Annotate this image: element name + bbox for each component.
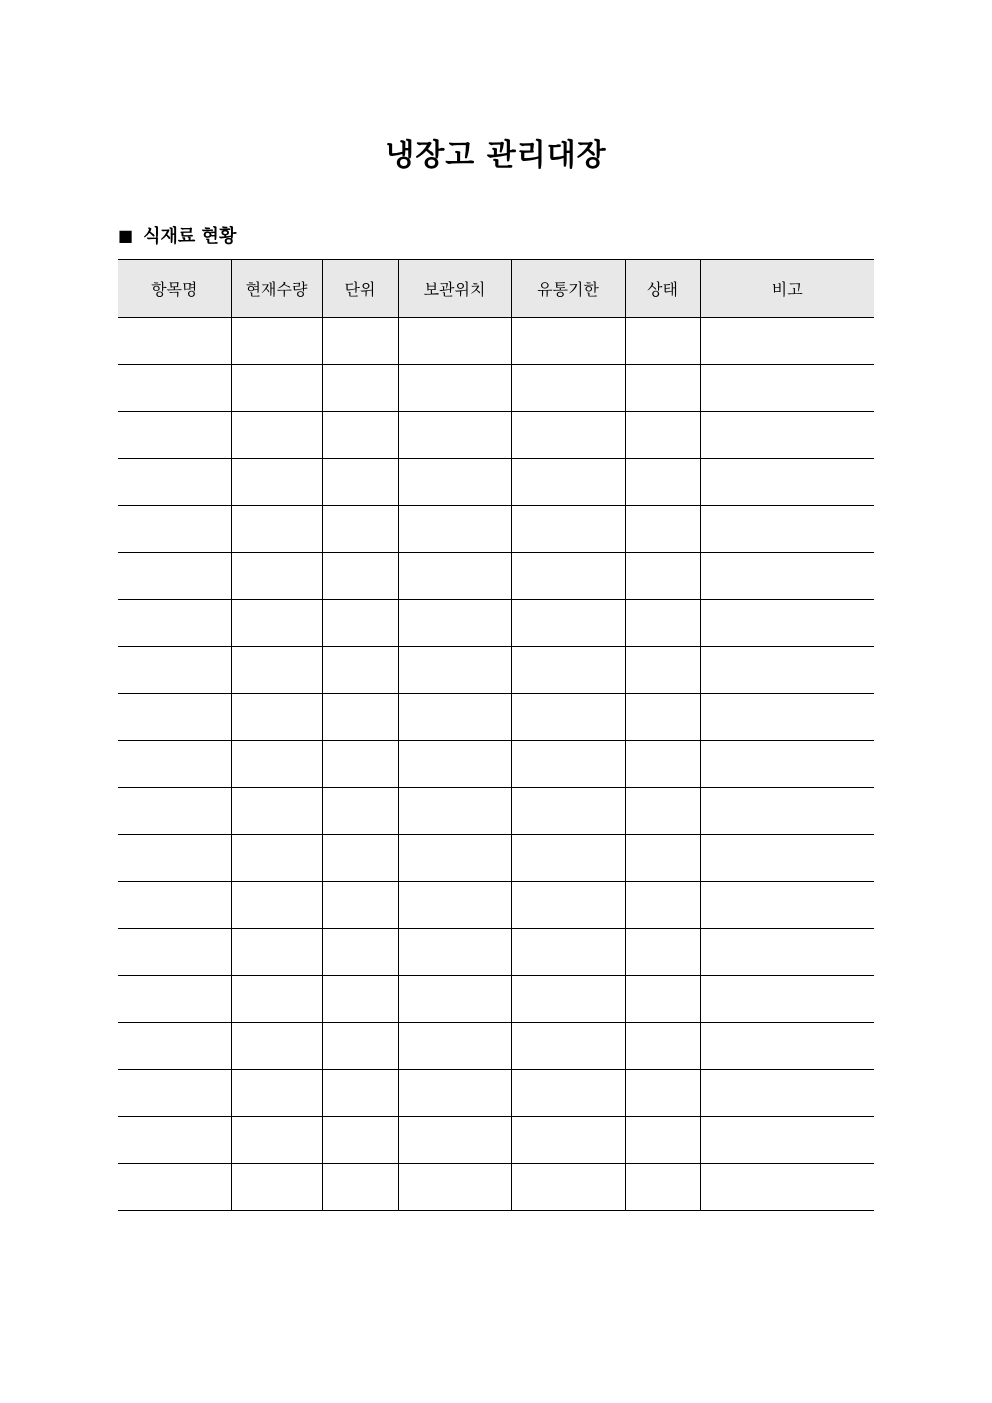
table-cell[interactable] xyxy=(398,1164,511,1211)
table-row xyxy=(118,835,874,882)
table-cell[interactable] xyxy=(118,459,231,506)
table-row xyxy=(118,882,874,929)
table-cell[interactable] xyxy=(118,1117,231,1164)
table-cell[interactable] xyxy=(700,741,874,788)
table-cell[interactable] xyxy=(398,1070,511,1117)
table-cell[interactable] xyxy=(625,365,700,412)
table-cell[interactable] xyxy=(118,1070,231,1117)
table-cell[interactable] xyxy=(625,788,700,835)
table-cell[interactable] xyxy=(511,553,625,600)
table-cell[interactable] xyxy=(231,741,322,788)
table-cell[interactable] xyxy=(398,976,511,1023)
table-cell[interactable] xyxy=(322,459,398,506)
table-cell[interactable] xyxy=(511,412,625,459)
table-cell[interactable] xyxy=(118,788,231,835)
table-cell[interactable] xyxy=(231,365,322,412)
table-cell[interactable] xyxy=(231,459,322,506)
table-row xyxy=(118,647,874,694)
table-cell[interactable] xyxy=(700,1023,874,1070)
table-cell[interactable] xyxy=(700,929,874,976)
table-row xyxy=(118,318,874,365)
table-cell[interactable] xyxy=(231,1023,322,1070)
table-row xyxy=(118,1164,874,1211)
table-cell[interactable] xyxy=(700,553,874,600)
square-bullet-icon: ■ xyxy=(118,225,134,245)
table-cell[interactable] xyxy=(398,318,511,365)
table-cell[interactable] xyxy=(322,788,398,835)
table-cell[interactable] xyxy=(118,318,231,365)
table-cell[interactable] xyxy=(700,1117,874,1164)
table-cell[interactable] xyxy=(398,553,511,600)
table-cell[interactable] xyxy=(511,788,625,835)
table-cell[interactable] xyxy=(398,412,511,459)
table-cell[interactable] xyxy=(231,882,322,929)
table-cell[interactable] xyxy=(625,318,700,365)
table-cell[interactable] xyxy=(231,929,322,976)
table-cell[interactable] xyxy=(511,1070,625,1117)
table-cell[interactable] xyxy=(700,835,874,882)
table-cell[interactable] xyxy=(398,1023,511,1070)
table-header-row xyxy=(118,260,874,318)
table-cell[interactable] xyxy=(322,835,398,882)
column-header-item-name: 항목명 xyxy=(118,260,231,318)
table-cell[interactable] xyxy=(398,835,511,882)
table-cell[interactable] xyxy=(322,1023,398,1070)
table-cell[interactable] xyxy=(625,553,700,600)
table-cell[interactable] xyxy=(398,788,511,835)
column-header-remarks: 비고 xyxy=(700,260,874,318)
table-cell[interactable] xyxy=(118,647,231,694)
table-row xyxy=(118,600,874,647)
table-row xyxy=(118,459,874,506)
table-cell[interactable] xyxy=(511,741,625,788)
table-cell[interactable] xyxy=(511,647,625,694)
table-cell[interactable] xyxy=(118,1023,231,1070)
table-cell[interactable] xyxy=(625,647,700,694)
table-cell[interactable] xyxy=(398,600,511,647)
table-cell[interactable] xyxy=(511,929,625,976)
table-cell[interactable] xyxy=(700,882,874,929)
table-cell[interactable] xyxy=(231,506,322,553)
table-cell[interactable] xyxy=(700,600,874,647)
table-cell[interactable] xyxy=(398,365,511,412)
table-cell[interactable] xyxy=(231,1117,322,1164)
table-cell[interactable] xyxy=(625,741,700,788)
table-cell[interactable] xyxy=(625,882,700,929)
table-cell[interactable] xyxy=(118,412,231,459)
table-cell[interactable] xyxy=(322,929,398,976)
table-row xyxy=(118,976,874,1023)
document-title: 냉장고 관리대장 xyxy=(385,138,607,173)
table-cell[interactable] xyxy=(511,1164,625,1211)
table-cell[interactable] xyxy=(398,506,511,553)
table-cell[interactable] xyxy=(231,318,322,365)
table-cell[interactable] xyxy=(231,835,322,882)
table-cell[interactable] xyxy=(231,412,322,459)
table-row xyxy=(118,929,874,976)
table-cell[interactable] xyxy=(700,365,874,412)
table-cell[interactable] xyxy=(625,506,700,553)
table-cell[interactable] xyxy=(231,553,322,600)
table-cell[interactable] xyxy=(398,459,511,506)
table-cell[interactable] xyxy=(118,882,231,929)
table-cell[interactable] xyxy=(511,318,625,365)
table-row xyxy=(118,412,874,459)
table-cell[interactable] xyxy=(625,1164,700,1211)
table-cell[interactable] xyxy=(625,976,700,1023)
table-cell[interactable] xyxy=(700,1070,874,1117)
column-header-status: 상태 xyxy=(625,260,700,318)
table-cell[interactable] xyxy=(625,412,700,459)
section-heading xyxy=(118,220,236,250)
table-cell[interactable] xyxy=(118,694,231,741)
column-header-unit: 단위 xyxy=(322,260,398,318)
table-cell[interactable] xyxy=(398,647,511,694)
table-cell[interactable] xyxy=(118,506,231,553)
table-cell[interactable] xyxy=(231,600,322,647)
table-cell[interactable] xyxy=(231,788,322,835)
table-cell[interactable] xyxy=(231,647,322,694)
table-cell[interactable] xyxy=(398,694,511,741)
table-cell[interactable] xyxy=(511,506,625,553)
table-cell[interactable] xyxy=(511,976,625,1023)
table-cell[interactable] xyxy=(118,553,231,600)
table-cell[interactable] xyxy=(511,1023,625,1070)
table-cell[interactable] xyxy=(700,647,874,694)
table-cell[interactable] xyxy=(625,1023,700,1070)
table-row xyxy=(118,1070,874,1117)
table-cell[interactable] xyxy=(322,600,398,647)
table-cell[interactable] xyxy=(625,694,700,741)
table-cell[interactable] xyxy=(700,459,874,506)
table-cell[interactable] xyxy=(322,506,398,553)
table-cell[interactable] xyxy=(118,976,231,1023)
column-header-storage-location: 보관위치 xyxy=(398,260,511,318)
table-row xyxy=(118,694,874,741)
column-header-expiration-date: 유통기한 xyxy=(511,260,625,318)
table-cell[interactable] xyxy=(700,506,874,553)
table-cell[interactable] xyxy=(398,1117,511,1164)
table-cell[interactable] xyxy=(625,835,700,882)
column-header-current-quantity: 현재수량 xyxy=(231,260,322,318)
table-cell[interactable] xyxy=(118,365,231,412)
table-cell[interactable] xyxy=(511,600,625,647)
table-row xyxy=(118,1023,874,1070)
table-cell[interactable] xyxy=(625,1117,700,1164)
table-cell[interactable] xyxy=(322,694,398,741)
table-cell[interactable] xyxy=(700,1164,874,1211)
table-cell[interactable] xyxy=(700,694,874,741)
table-cell[interactable] xyxy=(625,459,700,506)
table-cell[interactable] xyxy=(231,1070,322,1117)
table-cell[interactable] xyxy=(700,976,874,1023)
table-cell[interactable] xyxy=(511,1117,625,1164)
table-cell[interactable] xyxy=(700,412,874,459)
table-cell[interactable] xyxy=(398,741,511,788)
table-cell[interactable] xyxy=(118,741,231,788)
ingredient-ledger-table xyxy=(118,259,874,1211)
table-cell[interactable] xyxy=(231,694,322,741)
table-cell[interactable] xyxy=(322,1164,398,1211)
table-cell[interactable] xyxy=(322,647,398,694)
table-cell[interactable] xyxy=(625,600,700,647)
table-cell[interactable] xyxy=(118,1164,231,1211)
section-heading-label: 식재료 현황 xyxy=(143,226,237,247)
table-cell[interactable] xyxy=(511,365,625,412)
table-cell[interactable] xyxy=(118,835,231,882)
table-cell[interactable] xyxy=(511,835,625,882)
table-cell[interactable] xyxy=(511,694,625,741)
table-cell[interactable] xyxy=(322,976,398,1023)
table-cell[interactable] xyxy=(322,553,398,600)
table-row xyxy=(118,741,874,788)
table-cell[interactable] xyxy=(511,459,625,506)
table-cell[interactable] xyxy=(118,600,231,647)
table-row xyxy=(118,788,874,835)
table-row xyxy=(118,506,874,553)
table-cell[interactable] xyxy=(398,929,511,976)
table-cell[interactable] xyxy=(322,318,398,365)
table-row xyxy=(118,1117,874,1164)
table-row xyxy=(118,365,874,412)
table-cell[interactable] xyxy=(231,976,322,1023)
table-cell[interactable] xyxy=(322,741,398,788)
table-cell[interactable] xyxy=(511,882,625,929)
table-cell[interactable] xyxy=(322,882,398,929)
table-cell[interactable] xyxy=(700,318,874,365)
table-cell[interactable] xyxy=(322,412,398,459)
table-cell[interactable] xyxy=(625,929,700,976)
table-cell[interactable] xyxy=(231,1164,322,1211)
table-row xyxy=(118,553,874,600)
table-cell[interactable] xyxy=(118,929,231,976)
table-cell[interactable] xyxy=(322,365,398,412)
table-cell[interactable] xyxy=(322,1070,398,1117)
table-cell[interactable] xyxy=(398,882,511,929)
table-cell[interactable] xyxy=(700,788,874,835)
table-cell[interactable] xyxy=(322,1117,398,1164)
table-cell[interactable] xyxy=(625,1070,700,1117)
table-body xyxy=(118,318,874,1211)
